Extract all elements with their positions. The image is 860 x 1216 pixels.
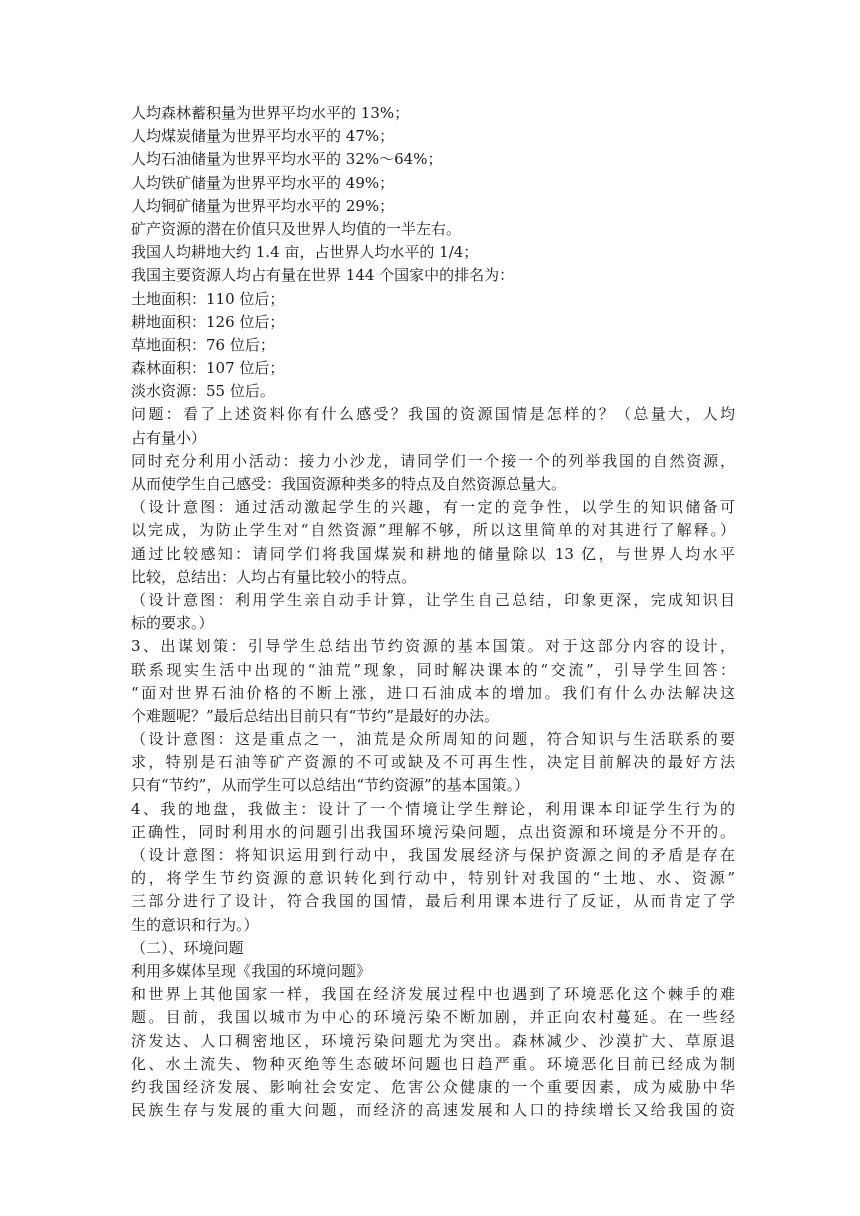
text-line: 利用多媒体呈现《我国的环境问题》 (131, 961, 372, 980)
text-line: （设计意图：通过活动激起学生的兴趣，有一定的竞争性，以学生的知识储备可 (131, 498, 735, 517)
text-line: 占有量小） (131, 428, 207, 447)
text-line: 我国主要资源人均占有量在世界 144 个国家中的排名为： (131, 266, 515, 285)
text-line: 4、我的地盘，我做主：设计了一个情境让学生辩论，利用课本印证学生行为的 (131, 799, 735, 818)
text-line: 草地面积：76 位后； (131, 335, 275, 354)
text-line: 联系现实生活中出现的“油荒”现象，同时解决课本的“交流”，引导学生回答： (131, 660, 735, 679)
text-line: 求，特别是石油等矿产资源的不可或缺及不可再生性，决定目前解决的最好方法 (131, 753, 735, 772)
text-line: 济发达、人口稠密地区，环境污染问题尤为突出。森林减少、沙漠扩大、草原退 (131, 1031, 735, 1050)
text-line: 3、出谋划策：引导学生总结出节约资源的基本国策。对于这部分内容的设计， (131, 637, 735, 656)
text-line: 问题：看了上述资料你有什么感受？我国的资源国情是怎样的？（总量大，人均 (131, 405, 735, 424)
text-line: 耕地面积：126 位后； (131, 312, 285, 331)
text-line: 人均石油储量为世界平均水平的 32%～64%； (131, 150, 443, 169)
text-line: 人均森林蓄积量为世界平均水平的 13%； (131, 104, 410, 122)
text-line: 森林面积：107 位后； (131, 359, 285, 378)
text-line: 标的要求。） (131, 614, 214, 633)
text-line: 化、水土流失、物种灭绝等生态破坏问题也日趋严重。环境恶化目前已经成为制 (131, 1054, 735, 1073)
text-line: （设计意图：将知识运用到行动中，我国发展经济与保护资源之间的矛盾是存在 (131, 846, 735, 864)
text-line: 比较，总结出：人均占有量比较小的特点。 (131, 567, 417, 586)
section-heading: （二）、环境问题 (131, 938, 244, 957)
text-line: 我国人均耕地大约 1.4 亩，占世界人均水平的 1/4； (131, 243, 479, 262)
text-line: 矿产资源的潜在价值只及世界人均值的一半左右。 (131, 219, 462, 238)
text-line: （设计意图：利用学生亲自动手计算，让学生自己总结，印象更深，完成知识目 (131, 590, 735, 609)
text-line: 通过比较感知：请同学们将我国煤炭和耕地的储量除以 13 亿，与世界人均水平 (131, 544, 735, 563)
text-line: 题。目前，我国以城市为中心的环境污染不断加剧，并正向农村蔓延。在一些经 (131, 1008, 735, 1027)
text-line: 生的意识和行为。） (131, 915, 259, 934)
text-line: 淡水资源：55 位后。 (131, 382, 275, 401)
text-line: 和世界上其他国家一样，我国在经济发展过程中也遇到了环境恶化这个棘手的难 (131, 985, 735, 1004)
text-line: 民族生存与发展的重大问题，而经济的高速发展和人口的持续增长又给我国的资 (131, 1101, 735, 1120)
text-line: 以完成，为防止学生对“自然资源”理解不够，所以这里简单的对其进行了解释。） (131, 521, 735, 540)
text-line: 三部分进行了设计，符合我国的国情，最后利用课本进行了反证，从而肯定了学 (131, 892, 735, 911)
text-line: 约我国经济发展、影响社会安定、危害公众健康的一个重要因素，成为威胁中华 (131, 1077, 735, 1096)
text-line: 正确性，同时利用水的问题引出我国环境污染问题，点出资源和环境是分不开的。 (131, 822, 735, 841)
text-line: （设计意图：这是重点之一，油荒是众所周知的问题，符合知识与生活联系的要 (131, 730, 735, 749)
text-line: 只有“节约”，从而学生可以总结出“节约资源”的基本国策。） (131, 776, 530, 795)
text-line: 从而使学生自己感受：我国资源种类多的特点及自然资源总量大。 (131, 475, 567, 493)
text-line: 个难题呢？”最后总结出目前只有“节约”是最好的办法。 (131, 706, 500, 725)
text-line: “面对世界石油价格的不断上涨，进口石油成本的增加。我们有什么办法解决这 (131, 683, 735, 702)
text-line: 的，将学生节约资源的意识转化到行动中，特别针对我国的“土地、水、资源” (131, 869, 735, 888)
text-line: 同时充分利用小活动：接力小沙龙，请同学们一个接一个的列举我国的自然资源， (131, 451, 735, 470)
text-line: 人均铜矿储量为世界平均水平的 29%； (131, 196, 395, 215)
text-line: 人均铁矿储量为世界平均水平的 49%； (131, 173, 395, 192)
text-line: 人均煤炭储量为世界平均水平的 47%； (131, 127, 395, 146)
document-body (131, 102, 735, 1122)
text-line: 土地面积：110 位后； (131, 289, 285, 308)
